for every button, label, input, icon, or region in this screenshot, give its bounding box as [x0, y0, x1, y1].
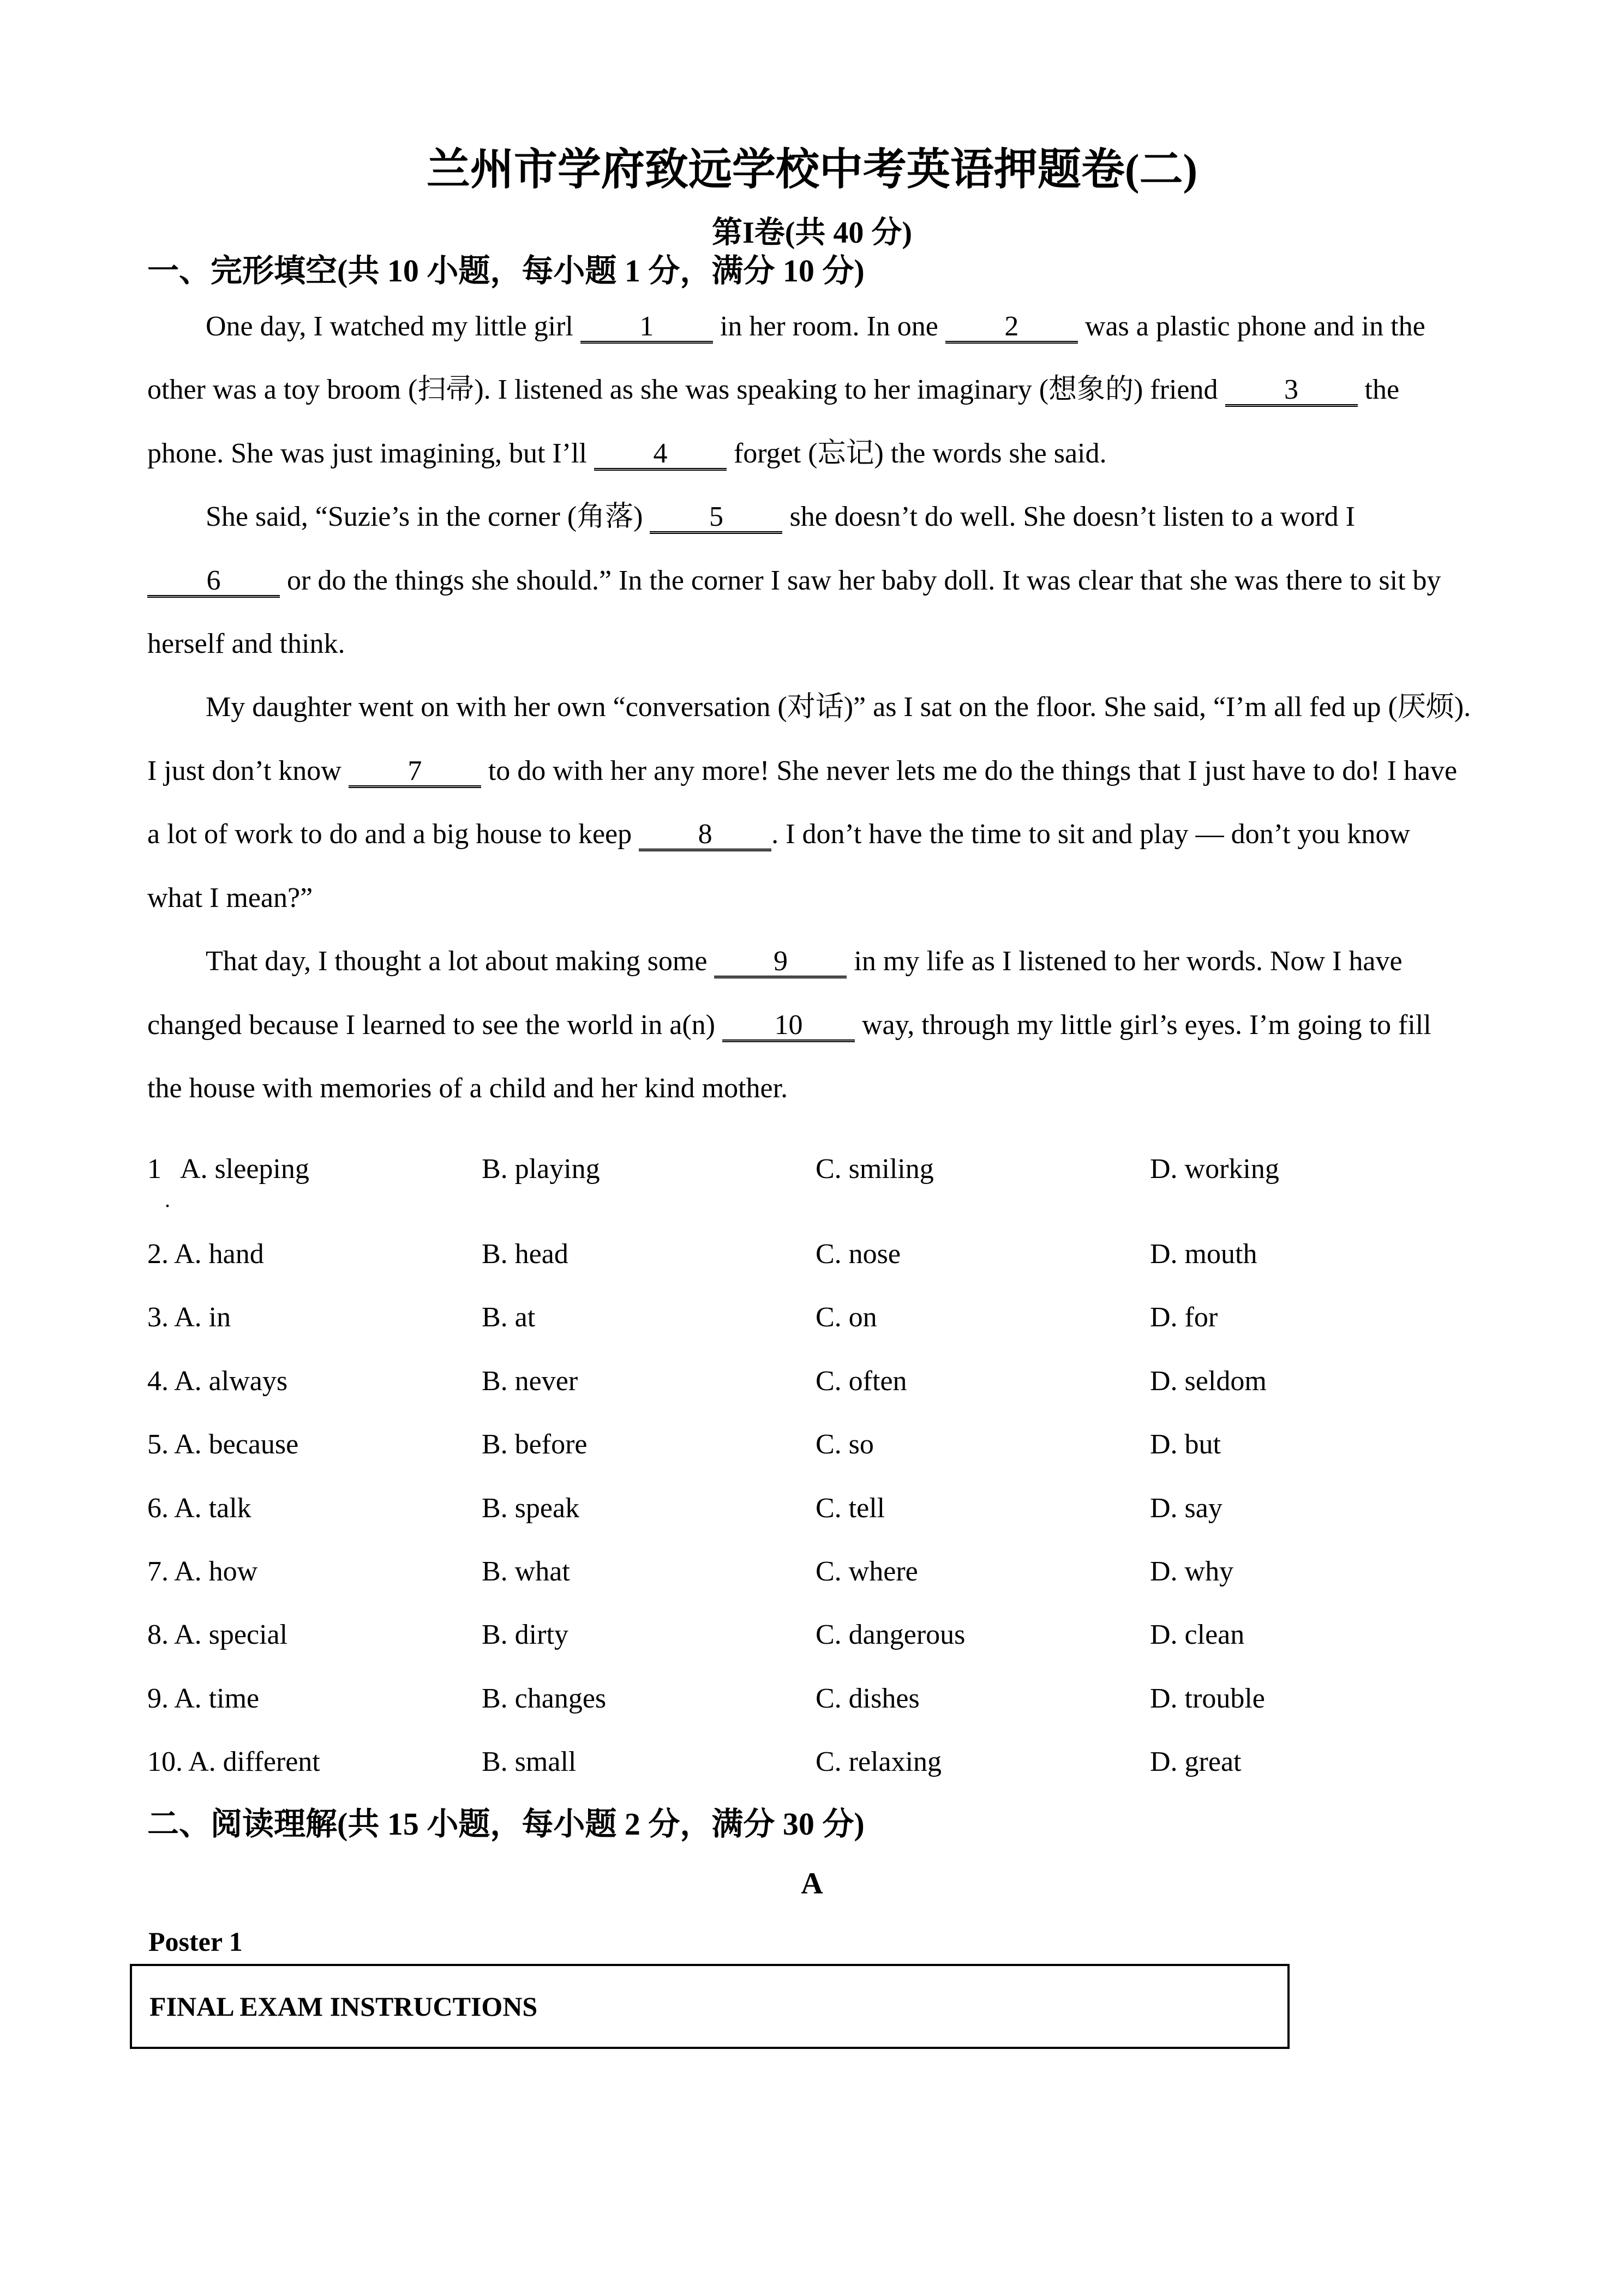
option-a: 6. A. talk [147, 1493, 251, 1524]
option-c: C. so [816, 1429, 874, 1460]
option-c: C. where [816, 1556, 918, 1587]
option-d: D. trouble [1150, 1683, 1265, 1714]
line-text: or do the things she should.” In the corner I saw her baby doll. It was clear that she was there to sit by [280, 565, 1441, 596]
option-d: D. mouth [1150, 1239, 1257, 1270]
line-text: she doesn’t do well. She doesn’t listen to a word I [782, 501, 1355, 532]
option-a: A. sleeping [180, 1153, 309, 1185]
line-text: in her room. In one [712, 311, 945, 342]
option-c: C. dishes [816, 1683, 920, 1714]
passage-line [206, 309, 1425, 344]
passage-line [147, 1008, 1431, 1043]
blank-7: 7 [349, 757, 481, 788]
passage-line [147, 627, 345, 662]
blank-1: 1 [580, 312, 713, 344]
option-c: C. smiling [816, 1153, 934, 1185]
line-text: way, through my little girl’s eyes. I’m going to fill [854, 1009, 1431, 1041]
poster-label: Poster 1 [148, 1926, 243, 1957]
line-text: in my life as I listened to her words. Now I have [847, 946, 1403, 977]
option-d: D. seldom [1150, 1366, 1267, 1397]
blank-5: 5 [650, 503, 782, 534]
passage-line [147, 436, 1107, 471]
option-d: D. clean [1150, 1619, 1245, 1650]
option-b: B. small [482, 1746, 577, 1777]
passage-line [147, 372, 1399, 407]
blank-8: 8 [639, 820, 771, 851]
option-d: D. working [1150, 1153, 1279, 1185]
option-a: 10. A. different [147, 1746, 320, 1777]
passage-line [147, 881, 313, 916]
passage-line [147, 817, 1410, 852]
line-text: I just don’t know [147, 755, 349, 786]
line-text: phone. She was just imagining, but I’ll [147, 438, 594, 469]
passage-line [147, 754, 1457, 789]
option-c: C. tell [816, 1493, 885, 1524]
line-text: . I don’t have the time to sit and play — don’t you know [771, 819, 1410, 850]
line-text: My daughter went on with her own “conversation (对话)” as I sat on the floor. She said, “I’m all fed up (厌烦). [206, 692, 1471, 723]
option-b: B. what [482, 1556, 570, 1587]
option-d: D. but [1150, 1429, 1221, 1460]
exam-subtitle: 第I卷(共 40 分) [711, 216, 913, 250]
option-number-dot: . [165, 1187, 170, 1212]
option-number: 1 [147, 1153, 161, 1185]
line-text: the house with memories of a child and her kind mother. [147, 1073, 788, 1104]
option-b: B. never [482, 1366, 578, 1397]
option-b: B. speak [482, 1493, 580, 1524]
blank-2: 2 [945, 312, 1078, 344]
option-d: D. say [1150, 1493, 1223, 1524]
option-c: C. often [816, 1366, 907, 1397]
line-text: changed because I learned to see the world in a(n) [147, 1009, 722, 1041]
option-b: B. before [482, 1429, 588, 1460]
passage-line [147, 563, 1441, 598]
option-a: 8. A. special [147, 1619, 288, 1650]
option-d: D. for [1150, 1302, 1218, 1333]
passage-line [206, 500, 1355, 534]
line-text: That day, I thought a lot about making some [206, 946, 715, 977]
option-b: B. dirty [482, 1619, 568, 1650]
option-c: C. relaxing [816, 1746, 942, 1777]
line-text: the [1357, 374, 1400, 405]
line-text: what I mean?” [147, 882, 313, 913]
blank-3: 3 [1225, 376, 1358, 407]
passage-line [206, 690, 1471, 725]
line-text: She said, “Suzie’s in the corner (角落) [206, 501, 650, 532]
line-text: One day, I watched my little girl [206, 311, 580, 342]
section-heading-cloze: 一、完形填空(共 10 小题，每小题 1 分，满分 10 分) [147, 253, 865, 288]
blank-6: 6 [147, 567, 280, 598]
option-a: 9. A. time [147, 1683, 260, 1714]
line-text: other was a toy broom (扫帚). I listened as she was speaking to her imaginary (想象的) friend [147, 374, 1225, 405]
passage-line [147, 1071, 788, 1106]
option-d: D. great [1150, 1746, 1242, 1777]
line-text: herself and think. [147, 628, 345, 659]
option-a: 3. A. in [147, 1302, 231, 1333]
line-text: to do with her any more! She never lets me do the things that I just have to do! I have [481, 755, 1458, 786]
section-heading-reading: 二、阅读理解(共 15 小题，每小题 2 分，满分 30 分) [147, 1806, 865, 1842]
option-a: 7. A. how [147, 1556, 258, 1587]
option-d: D. why [1150, 1556, 1234, 1587]
option-c: C. dangerous [816, 1619, 966, 1650]
exam-title: 兰州市学府致远学校中考英语押题卷(二) [426, 146, 1198, 194]
option-b: B. changes [482, 1683, 607, 1714]
option-a: 2. A. hand [147, 1239, 264, 1270]
option-c: C. nose [816, 1239, 901, 1270]
poster-title: FINAL EXAM INSTRUCTIONS [149, 1991, 538, 2022]
blank-9: 9 [714, 947, 847, 978]
option-a: 4. A. always [147, 1366, 288, 1397]
option-b: B. head [482, 1239, 568, 1270]
line-text: forget (忘记) the words she said. [726, 438, 1107, 469]
option-b: B. at [482, 1302, 536, 1333]
option-a: 5. A. because [147, 1429, 299, 1460]
passage-line [206, 944, 1403, 979]
part-label: A [801, 1867, 823, 1901]
blank-10: 10 [722, 1011, 855, 1042]
line-text: was a plastic phone and in the [1077, 311, 1425, 342]
option-b: B. playing [482, 1153, 600, 1185]
blank-4: 4 [594, 440, 727, 471]
poster-box [130, 1964, 1290, 2049]
option-c: C. on [816, 1302, 877, 1333]
line-text: a lot of work to do and a big house to keep [147, 819, 639, 850]
